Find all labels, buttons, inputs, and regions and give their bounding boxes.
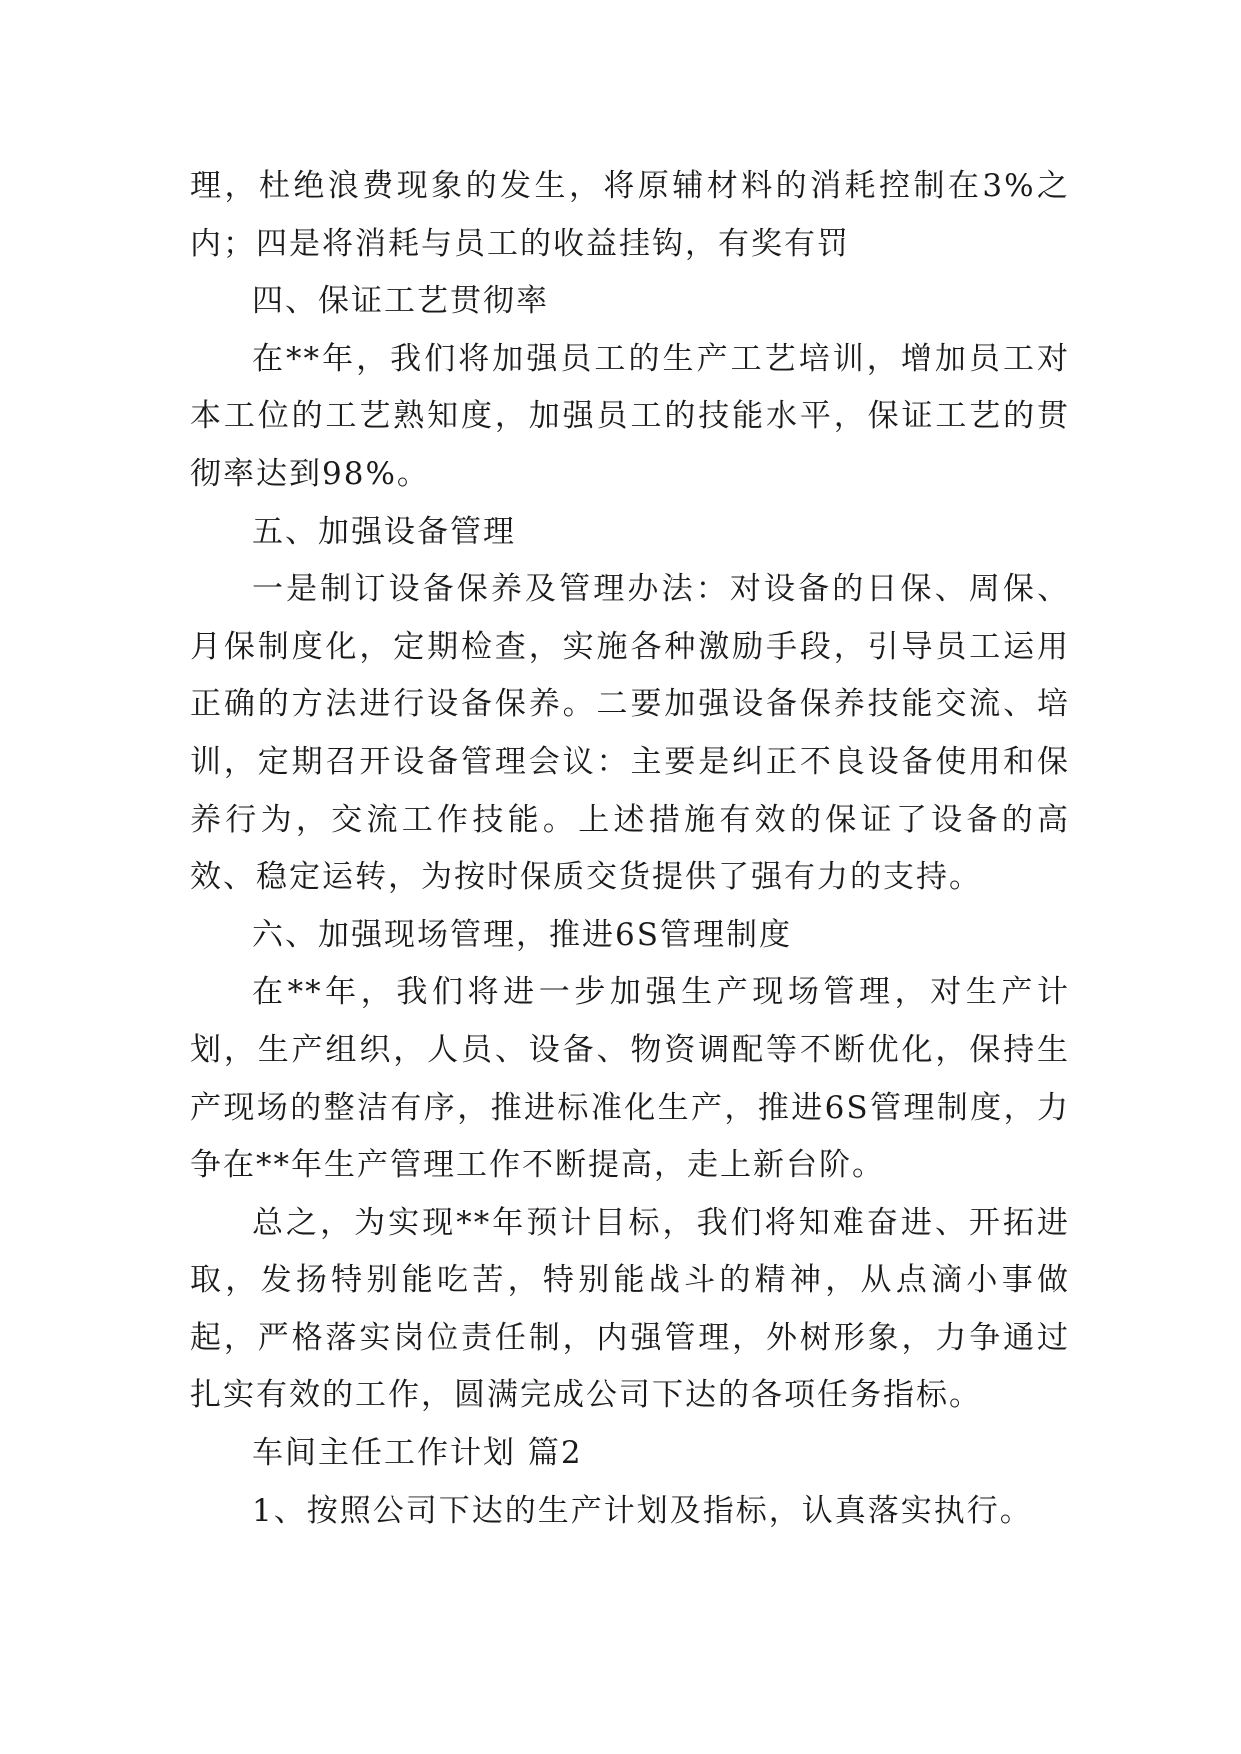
section-heading-5: 五、加强设备管理 bbox=[252, 513, 516, 550]
plan-title-part-2: 车间主任工作计划 篇2 bbox=[252, 1435, 583, 1472]
paragraph-summary: 总之，为实现**年预计目标，我们将知难奋进、开拓进取，发扬特别能吃苦，特别能战斗的精神，从点滴小事做起，严格落实岗位责任制，内强管理，外树形象，力争通过扎实有效的工作，圆满完成公司下达的各项任务指标。 bbox=[190, 1204, 1070, 1414]
section-heading-6: 六、加强现场管理，推进6S管理制度 bbox=[252, 916, 792, 953]
paragraph-item-1: 1、按照公司下达的生产计划及指标，认真落实执行。 bbox=[252, 1492, 1033, 1529]
paragraph-continued: 理，杜绝浪费现象的发生，将原辅材料的消耗控制在3%之内；四是将消耗与员工的收益挂钩，有奖有罚 bbox=[190, 168, 1070, 262]
paragraph-equipment-management: 一是制订设备保养及管理办法：对设备的日保、周保、月保制度化，定期检查，实施各种激励手段，引导员工运用正确的方法进行设备保养。二要加强设备保养技能交流、培训，定期召开设备管理会议：主要是纠正不良设备使用和保养行为，交流工作技能。上述措施有效的保证了设备的高效、稳定运转，为按时保质交货提供了强有力的支持。 bbox=[190, 571, 1070, 896]
document-body bbox=[190, 158, 1070, 1540]
section-heading-4: 四、保证工艺贯彻率 bbox=[252, 283, 549, 320]
paragraph-process-rate: 在**年，我们将加强员工的生产工艺培训，增加员工对本工位的工艺熟知度，加强员工的技能水平，保证工艺的贯彻率达到98%。 bbox=[190, 340, 1070, 492]
paragraph-site-management: 在**年，我们将进一步加强生产现场管理，对生产计划，生产组织，人员、设备、物资调配等不断优化，保持生产现场的整洁有序，推进标准化生产，推进6S管理制度，力争在**年生产管理工作不断提高，走上新台阶。 bbox=[190, 974, 1070, 1184]
